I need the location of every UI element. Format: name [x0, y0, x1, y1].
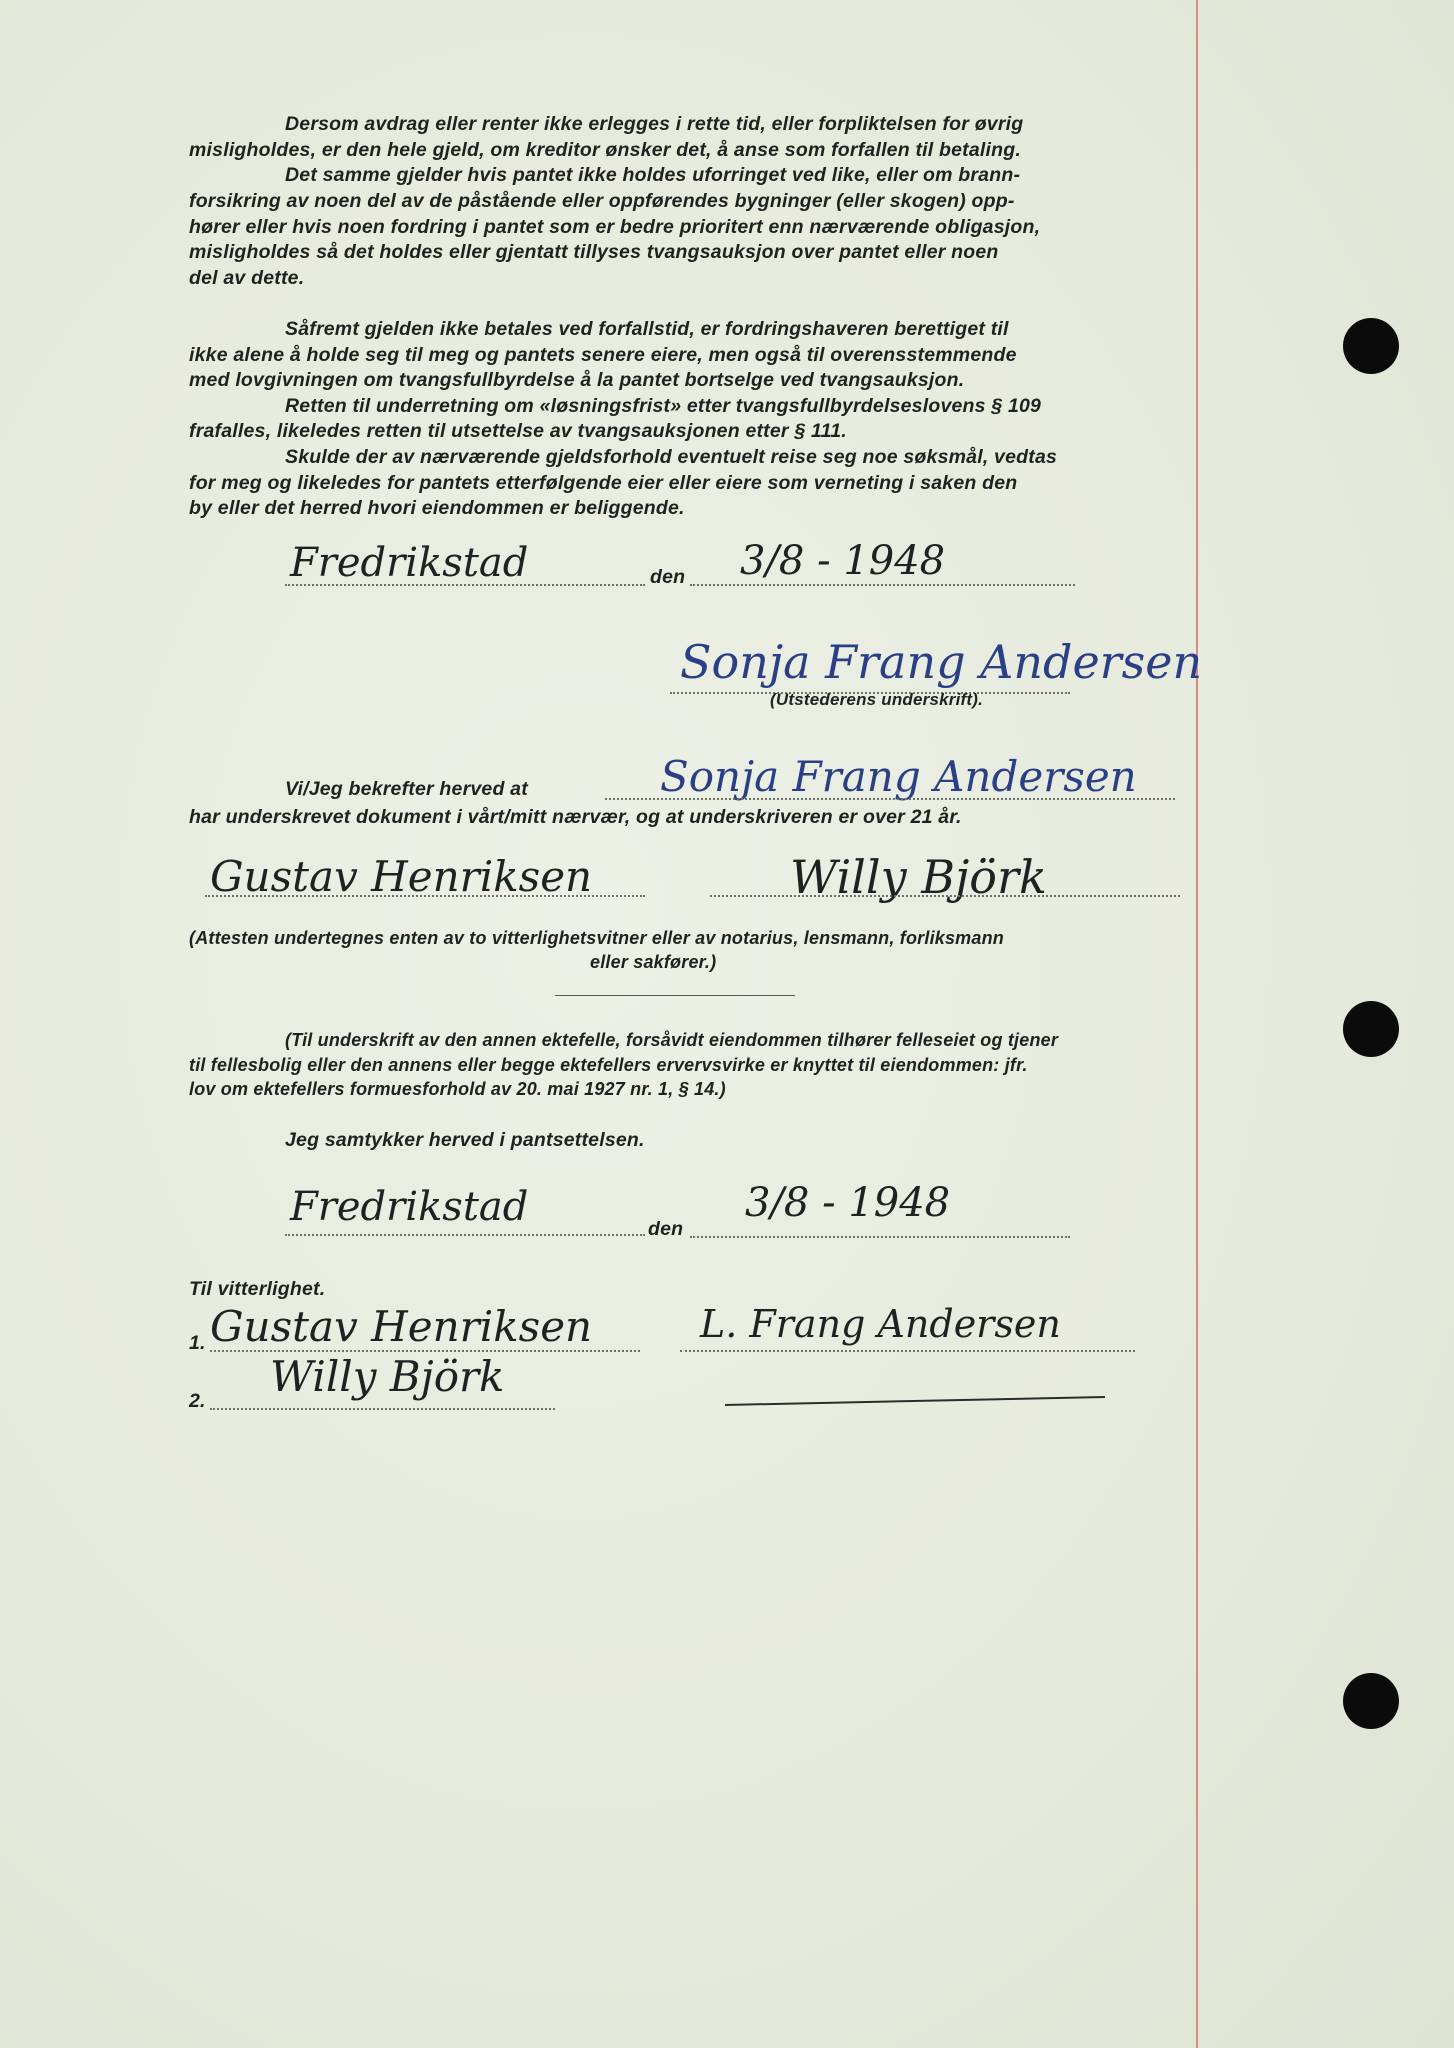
divider: [555, 995, 795, 996]
date-handwritten: 3/8 - 1948: [740, 538, 946, 584]
confirmed-signature: Sonja Frang Andersen: [660, 752, 1137, 801]
date-handwritten: 3/8 - 1948: [745, 1180, 951, 1226]
red-margin-line: [1196, 0, 1198, 2048]
dotted-line: [690, 584, 1075, 586]
place-handwritten: Fredrikstad: [290, 1184, 529, 1230]
punch-hole: [1343, 1673, 1399, 1729]
witness-signature-2: Willy Björk: [270, 1352, 505, 1401]
witness-signature-1: Gustav Henriksen: [210, 852, 593, 901]
consent-text: Jeg samtykker herved i pantsettelsen.: [285, 1129, 645, 1151]
text-line: ikke alene å holde seg til meg og pantets senere eiere, men også til overensstemmende: [189, 344, 1017, 366]
text-line: har underskrevet dokument i vårt/mitt nærvær, og at underskriveren er over 21 år.: [189, 806, 962, 828]
dotted-line: [205, 895, 645, 897]
dotted-line: [210, 1408, 555, 1410]
text-line: forsikring av noen del av de påstående eller oppførendes bygninger (eller skogen) opp-: [189, 190, 1015, 212]
witness-number: 1.: [189, 1332, 206, 1354]
text-line: by eller det herred hvori eiendommen er beliggende.: [189, 497, 685, 519]
dotted-line: [690, 1236, 1070, 1238]
text-line: hører eller hvis noen fordring i pantet som er bedre prioritert enn nærværende obligasjon,: [189, 216, 1041, 238]
dotted-line: [285, 1234, 645, 1236]
punch-hole: [1343, 318, 1399, 374]
den-label: den: [650, 566, 686, 588]
text-line: Vi/Jeg bekrefter herved at: [285, 778, 528, 800]
text-line: for meg og likeledes for pantets etterfølgende eier eller eiere som verneting i saken den: [189, 472, 1018, 494]
text-line: med lovgivningen om tvangsfullbyrdelse å la pantet bortselge ved tvangsauksjon.: [189, 369, 965, 391]
place-handwritten: Fredrikstad: [290, 540, 529, 586]
spouse-signature: L. Frang Andersen: [700, 1302, 1061, 1346]
text-line: frafalles, likeledes retten til utsettelse av tvangsauksjonen etter § 111.: [189, 420, 847, 442]
text-line: del av dette.: [189, 267, 305, 289]
text-line: Såfremt gjelden ikke betales ved forfallstid, er fordringshaveren berettiget til: [285, 318, 1009, 340]
witness-number: 2.: [189, 1390, 206, 1412]
dotted-line: [710, 895, 1180, 897]
text-line: Retten til underretning om «løsningsfrist» etter tvangsfullbyrdelseslovens § 109: [285, 395, 1042, 417]
text-line: til fellesbolig eller den annens eller begge ektefellers ervervsvirke er knyttet til eiendommen: jfr.: [189, 1055, 1028, 1075]
dotted-line: [680, 1350, 1135, 1352]
den-label: den: [648, 1218, 684, 1240]
text-line: misligholdes så det holdes eller gjentatt tillyses tvangsauksjon over pantet eller noen: [189, 241, 999, 263]
text-line: Skulde der av nærværende gjeldsforhold eventuelt reise seg noe søksmål, vedtas: [285, 446, 1058, 468]
issuer-signature: Sonja Frang Andersen: [680, 635, 1203, 689]
text-line: (Til underskrift av den annen ektefelle, forsåvidt eiendommen tilhører felleseiet og tjener: [285, 1030, 1059, 1050]
text-line: eller sakfører.): [590, 952, 717, 972]
witness-signature-1: Gustav Henriksen: [210, 1302, 593, 1351]
text-line: lov om ektefellers formuesforhold av 20. mai 1927 nr. 1, § 14.): [189, 1079, 726, 1099]
text-line: (Attesten undertegnes enten av to vitterlighetsvitner eller av notarius, lensmann, forliksmann: [189, 928, 1004, 948]
dotted-line: [285, 584, 645, 586]
issuer-label: (Utstederens underskrift).: [770, 690, 984, 709]
text-line: Det samme gjelder hvis pantet ikke holdes uforringet ved like, eller om brann-: [285, 164, 1021, 186]
witness-signature-2: Willy Björk: [790, 850, 1047, 904]
text-line: misligholdes, er den hele gjeld, om kreditor ønsker det, å anse som forfallen til betaling.: [189, 139, 1021, 161]
signature-stroke: [725, 1396, 1105, 1406]
til-vitterlighet-label: Til vitterlighet.: [189, 1278, 326, 1300]
dotted-line: [605, 798, 1175, 800]
text-line: Dersom avdrag eller renter ikke erlegges i rette tid, eller forpliktelsen for øvrig: [285, 113, 1024, 135]
punch-hole: [1343, 1001, 1399, 1057]
